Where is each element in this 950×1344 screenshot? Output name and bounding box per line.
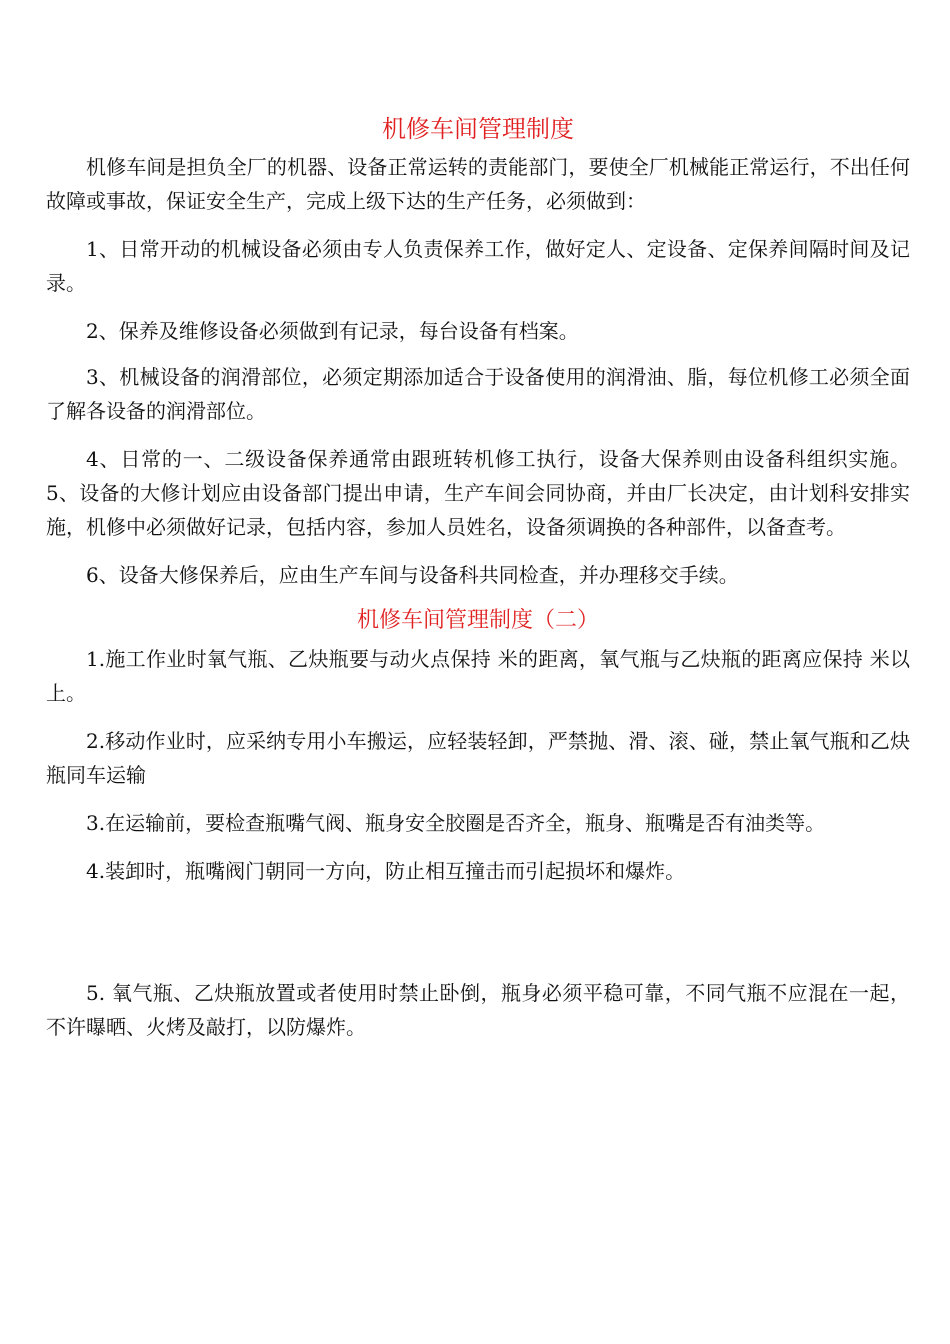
intro-paragraph: 机修车间是担负全厂的机器、设备正常运转的责能部门，要使全厂机械能正常运行，不出任何故障或事故，保证安全生产，完成上级下达的生产任务，必须做到： bbox=[46, 155, 910, 213]
safety-item-4: 4.装卸时，瓶嘴阀门朝同一方向，防止相互撞击而引起损坏和爆炸。 bbox=[86, 859, 686, 883]
rule-item-1: 1、日常开动的机械设备必须由专人负责保养工作，做好定人、定设备、定保养间隔时间及记录。 bbox=[46, 237, 910, 295]
safety-item-2: 2.移动作业时，应采纳专用小车搬运，应轻装轻卸，严禁抛、滑、滚、碰，禁止氧气瓶和乙炔瓶同车运输 bbox=[46, 729, 910, 787]
rule-item-2: 2、保养及维修设备必须做到有记录，每台设备有档案。 bbox=[86, 319, 579, 343]
rule-item-3: 3、机械设备的润滑部位，必须定期添加适合于设备使用的润滑油、脂，每位机修工必须全面了解各设备的润滑部位。 bbox=[46, 365, 910, 423]
section-title-2: 机修车间管理制度（二） bbox=[356, 608, 599, 633]
safety-item-5: 5. 氧气瓶、乙炔瓶放置或者使用时禁止卧倒，瓶身必须平稳可靠，不同气瓶不应混在一起，不许曝晒、火烤及敲打，以防爆炸。 bbox=[46, 981, 910, 1039]
blank-gap bbox=[46, 900, 910, 976]
rule-item-4-5: 4、日常的一、二级设备保养通常由跟班转机修工执行，设备大保养则由设备科组织实施。5、设备的大修计划应由设备部门提出申请，生产车间会同协商，并由厂长决定，由计划科安排实施，机修中必须做好记录，包括内容，参加人员姓名，设备须调换的各种部件，以备查考。 bbox=[46, 447, 910, 539]
document-page bbox=[46, 112, 910, 1058]
safety-item-1: 1.施工作业时氧气瓶、乙炔瓶要与动火点保持 米的距离，氧气瓶与乙炔瓶的距离应保持 米以上。 bbox=[46, 647, 910, 705]
rule-item-6: 6、设备大修保养后，应由生产车间与设备科共同检查，并办理移交手续。 bbox=[86, 563, 739, 587]
document-title: 机修车间管理制度 bbox=[382, 115, 574, 143]
safety-item-3: 3.在运输前，要检查瓶嘴气阀、瓶身安全胶圈是否齐全，瓶身、瓶嘴是否有油类等。 bbox=[86, 811, 826, 835]
